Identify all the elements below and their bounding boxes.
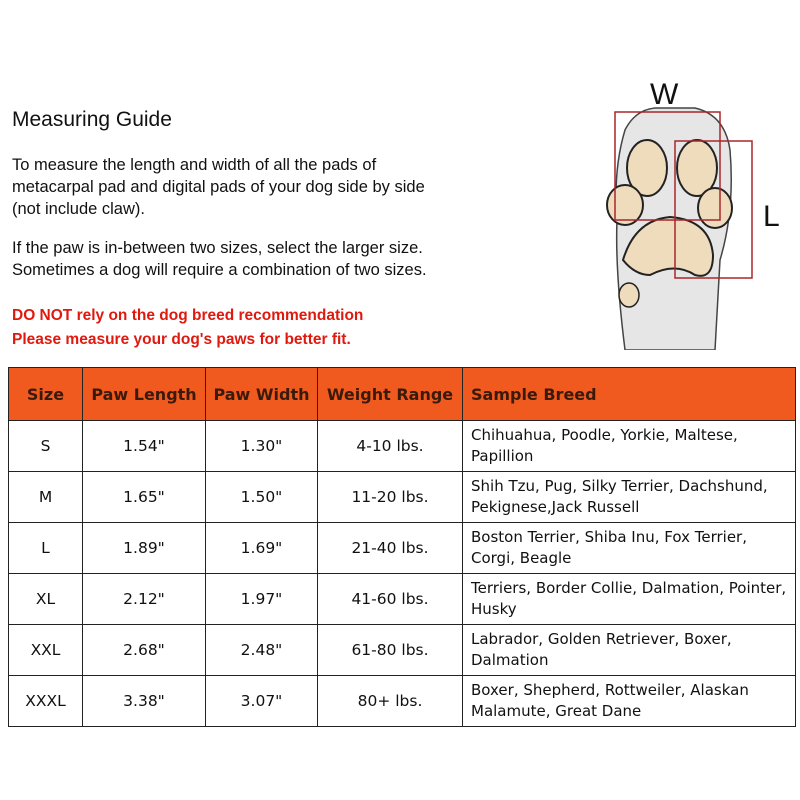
cell-sample-breed: Boxer, Shepherd, Rottweiler, Alaskan Malamute, Great Dane	[463, 676, 796, 727]
table-row	[9, 472, 796, 523]
text-line: metacarpal pad and digital pads of your dog side by side	[12, 178, 425, 196]
paw-diagram	[595, 70, 795, 350]
cell-paw-length: 2.12"	[83, 574, 206, 625]
cell-size: XXXL	[9, 676, 83, 727]
header-sample-breed: Sample Breed	[463, 368, 796, 421]
header-paw-length: Paw Length	[83, 368, 206, 421]
guide-paragraph-2	[12, 237, 427, 281]
header-size: Size	[9, 368, 83, 421]
warning-line: Please measure your dog's paws for better fit.	[12, 331, 351, 348]
cell-paw-width: 1.97"	[206, 574, 318, 625]
table-header-row	[9, 368, 796, 421]
cell-sample-breed: Shih Tzu, Pug, Silky Terrier, Dachshund, Pekignese,Jack Russell	[463, 472, 796, 523]
cell-weight-range: 61-80 lbs.	[318, 625, 463, 676]
cell-sample-breed: Boston Terrier, Shiba Inu, Fox Terrier, Corgi, Beagle	[463, 523, 796, 574]
guide-paragraph-1	[12, 154, 425, 220]
cell-paw-length: 3.38"	[83, 676, 206, 727]
cell-paw-length: 1.54"	[83, 421, 206, 472]
cell-size: L	[9, 523, 83, 574]
warning-line: DO NOT rely on the dog breed recommendation	[12, 307, 364, 324]
cell-paw-length: 1.65"	[83, 472, 206, 523]
cell-weight-range: 4-10 lbs.	[318, 421, 463, 472]
table-row	[9, 676, 796, 727]
cell-weight-range: 11-20 lbs.	[318, 472, 463, 523]
table-row	[9, 421, 796, 472]
text-line: If the paw is in-between two sizes, select the larger size.	[12, 239, 423, 257]
table-row	[9, 574, 796, 625]
size-chart-table	[8, 367, 796, 727]
cell-size: XL	[9, 574, 83, 625]
text-line: (not include claw).	[12, 200, 145, 218]
text-line: Sometimes a dog will require a combination of two sizes.	[12, 261, 427, 279]
cell-paw-length: 2.68"	[83, 625, 206, 676]
cell-paw-width: 3.07"	[206, 676, 318, 727]
cell-paw-width: 1.30"	[206, 421, 318, 472]
cell-size: S	[9, 421, 83, 472]
header-weight-range: Weight Range	[318, 368, 463, 421]
warning-text	[12, 304, 363, 352]
length-label: L	[763, 200, 780, 233]
cell-weight-range: 80+ lbs.	[318, 676, 463, 727]
cell-paw-length: 1.89"	[83, 523, 206, 574]
cell-weight-range: 41-60 lbs.	[318, 574, 463, 625]
table-row	[9, 625, 796, 676]
guide-title: Measuring Guide	[12, 108, 172, 131]
cell-sample-breed: Terriers, Border Collie, Dalmation, Pointer, Husky	[463, 574, 796, 625]
cell-paw-width: 1.50"	[206, 472, 318, 523]
cell-paw-width: 1.69"	[206, 523, 318, 574]
width-label: W	[650, 78, 679, 111]
cell-sample-breed: Labrador, Golden Retriever, Boxer, Dalmation	[463, 625, 796, 676]
cell-sample-breed: Chihuahua, Poodle, Yorkie, Maltese, Papillion	[463, 421, 796, 472]
cell-size: M	[9, 472, 83, 523]
cell-weight-range: 21-40 lbs.	[318, 523, 463, 574]
text-line: To measure the length and width of all the pads of	[12, 156, 377, 174]
cell-size: XXL	[9, 625, 83, 676]
cell-paw-width: 2.48"	[206, 625, 318, 676]
header-paw-width: Paw Width	[206, 368, 318, 421]
table-row	[9, 523, 796, 574]
